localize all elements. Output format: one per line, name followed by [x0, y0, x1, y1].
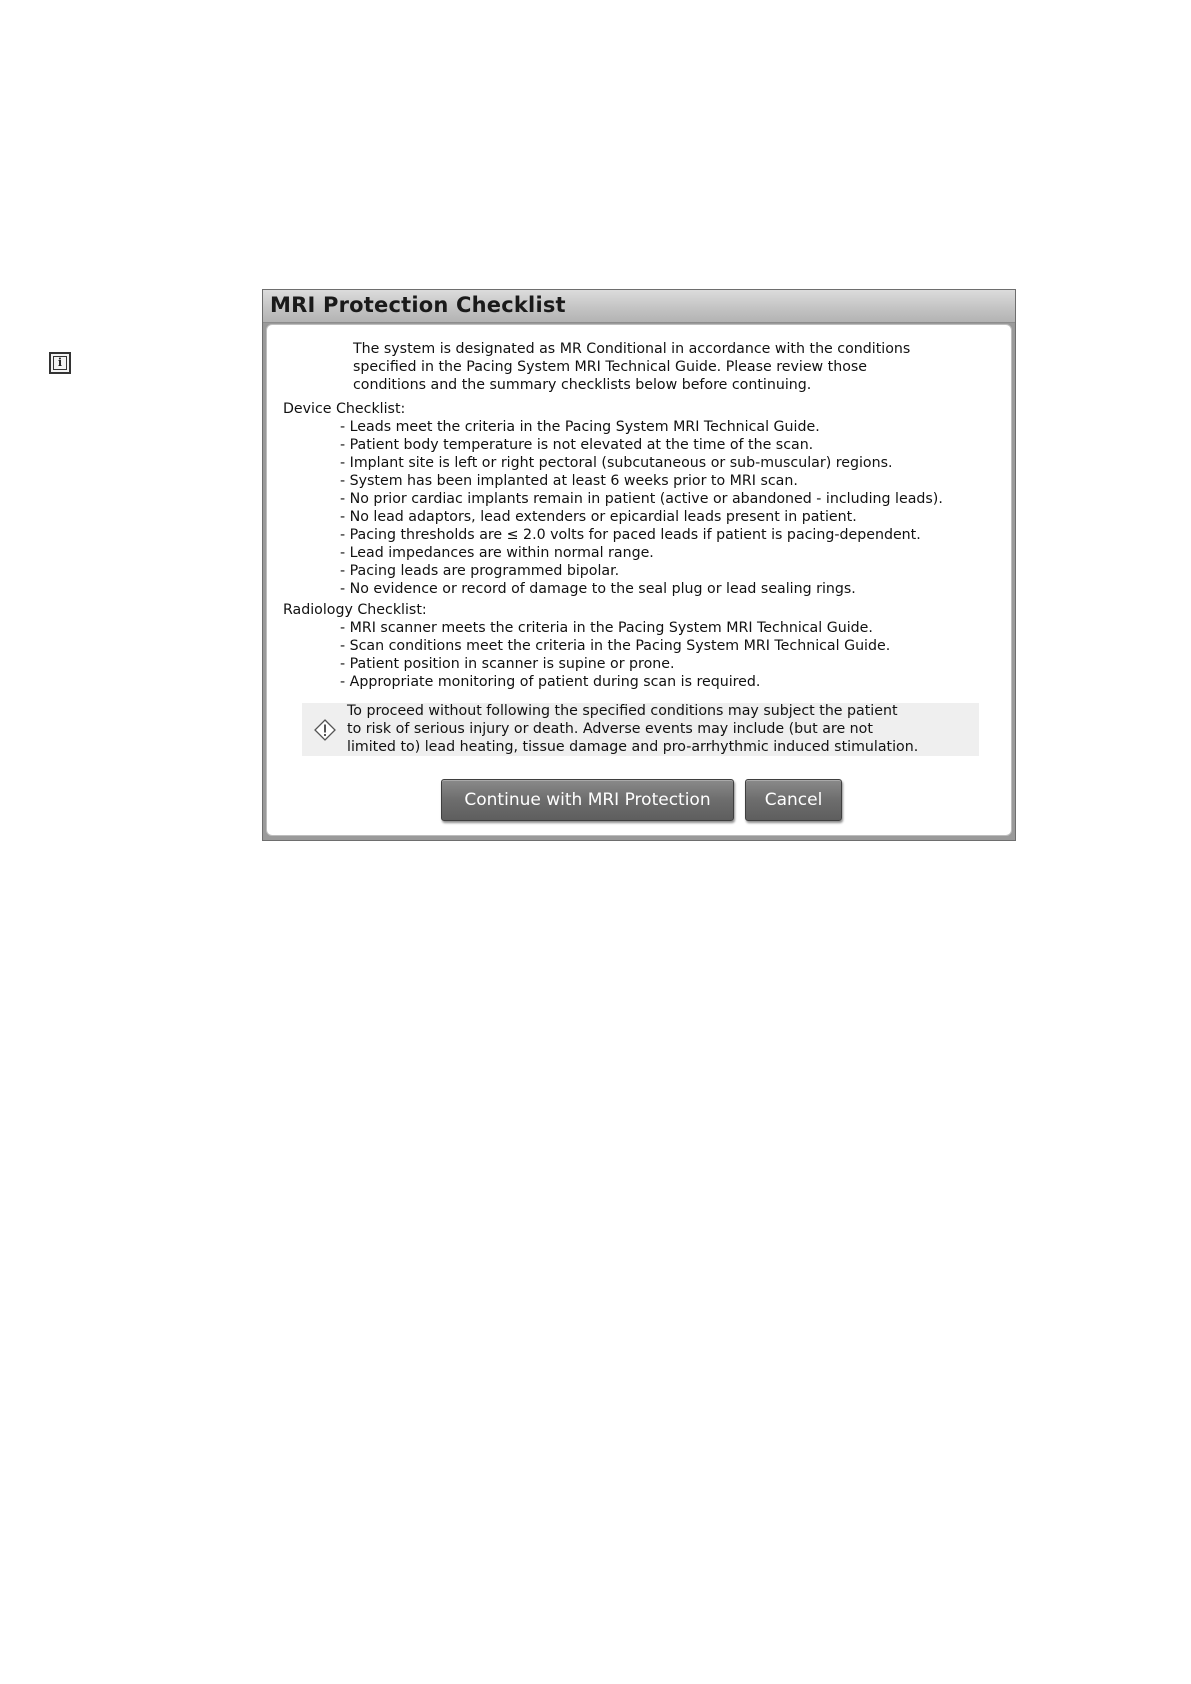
device-checklist-item: - Lead impedances are within normal range. — [340, 545, 654, 561]
intro-line: conditions and the summary checklists below before continuing. — [353, 377, 812, 393]
device-checklist-item: - No prior cardiac implants remain in patient (active or abandoned - including leads). — [340, 491, 943, 507]
device-checklist-item: - No evidence or record of damage to the seal plug or lead sealing rings. — [340, 581, 856, 597]
radiology-checklist — [340, 619, 890, 691]
dialog-title: MRI Protection Checklist — [270, 293, 566, 317]
dialog-titlebar — [263, 290, 1015, 323]
info-icon: i — [49, 352, 71, 374]
device-checklist-item: - Patient body temperature is not elevated at the time of the scan. — [340, 437, 814, 453]
radiology-checklist-item: - MRI scanner meets the criteria in the Pacing System MRI Technical Guide. — [340, 620, 873, 636]
intro-text — [353, 340, 910, 394]
warning-text — [347, 702, 918, 756]
intro-line: specified in the Pacing System MRI Technical Guide. Please review those — [353, 359, 868, 375]
radiology-checklist-item: - Patient position in scanner is supine or prone. — [340, 656, 675, 672]
intro-line: The system is designated as MR Conditional in accordance with the conditions — [353, 341, 911, 357]
warning-box — [302, 703, 979, 756]
radiology-checklist-item: - Scan conditions meet the criteria in the Pacing System MRI Technical Guide. — [340, 638, 891, 654]
device-checklist-item: - No lead adaptors, lead extenders or epicardial leads present in patient. — [340, 509, 857, 525]
warning-line: to risk of serious injury or death. Adverse events may include (but are not — [347, 721, 873, 737]
device-checklist-item: - Implant site is left or right pectoral (subcutaneous or sub-muscular) regions. — [340, 455, 893, 471]
warning-line: limited to) lead heating, tissue damage and pro-arrhythmic induced stimulation. — [347, 739, 919, 755]
device-checklist-heading: Device Checklist: — [283, 401, 406, 417]
continue-with-mri-protection-button[interactable]: Continue with MRI Protection — [441, 779, 734, 821]
device-checklist — [340, 418, 943, 598]
device-checklist-item: - System has been implanted at least 6 weeks prior to MRI scan. — [340, 473, 798, 489]
warning-icon — [314, 719, 336, 741]
cancel-button[interactable]: Cancel — [745, 779, 842, 821]
device-checklist-item: - Pacing thresholds are ≤ 2.0 volts for paced leads if patient is pacing-dependent. — [340, 527, 921, 543]
radiology-checklist-item: - Appropriate monitoring of patient during scan is required. — [340, 674, 761, 690]
device-checklist-item: - Leads meet the criteria in the Pacing System MRI Technical Guide. — [340, 419, 820, 435]
radiology-checklist-heading: Radiology Checklist: — [283, 602, 427, 618]
device-checklist-item: - Pacing leads are programmed bipolar. — [340, 563, 620, 579]
warning-line: To proceed without following the specified conditions may subject the patient — [347, 703, 898, 719]
